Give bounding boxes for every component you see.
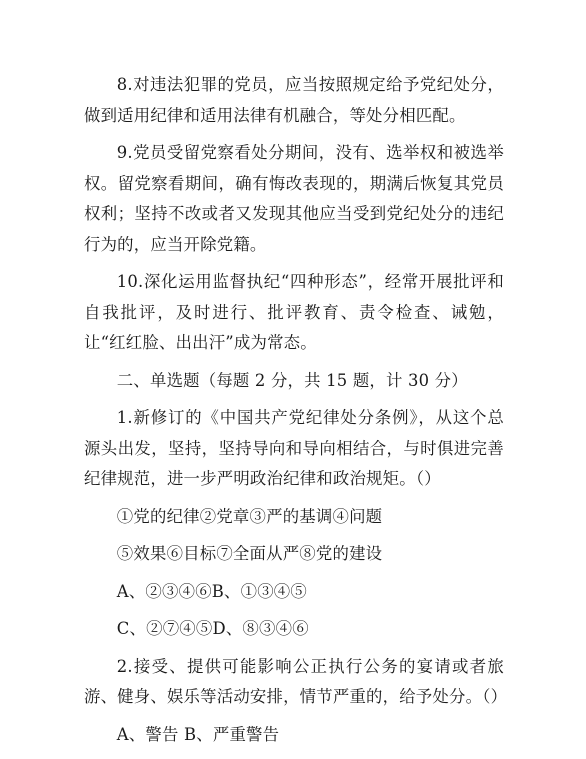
question-1-options-line-1: ①党的纪律②党章③严的基调④问题 xyxy=(116,506,383,526)
question-1: 1.新修订的《中国共产党纪律处分条例》，从这个总源头出发，坚持，坚持导向和导向相结合，与时俱进完善纪律规范，进一步严明政治纪律和政治规矩。（） xyxy=(84,408,504,488)
question-2: 2.接受、提供可能影响公正执行公务的宴请或者旅游、健身、娱乐等活动安排，情节严重的，给予处分。（） xyxy=(84,656,508,706)
document-body xyxy=(84,70,508,757)
paragraph-item-10: 10.深化运用监督执纪“四种形态”，经常开展批评和自我批评，及时进行、批评教育、责令检查、诫勉，让“红红脸、出出汗”成为常态。 xyxy=(84,272,504,352)
paragraph-item-8: 8.对违法犯罪的党员，应当按照规定给予党纪处分，做到适用纪律和适用法律有机融合，等处分相匹配。 xyxy=(84,75,504,125)
section-heading-single-choice: 二、单选题（每题 2 分，共 15 题，计 30 分） xyxy=(116,370,468,390)
question-2-choices-ab: A、警告 B、严重警告 xyxy=(116,724,280,744)
paragraph-item-9: 9.党员受留党察看处分期间，没有、选举权和被选举权。留党察看期间，确有悔改表现的，期满后恢复其党员权利；坚持不改或者又发现其他应当受到党纪处分的违纪行为的，应当开除党籍。 xyxy=(84,143,504,254)
question-1-choices-ab: A、②③④⑥B、①③④⑤ xyxy=(116,581,307,601)
question-1-choices-cd: C、②⑦④⑤D、⑧③④⑥ xyxy=(116,619,309,638)
question-1-options-line-2: ⑤效果⑥目标⑦全面从严⑧党的建设 xyxy=(116,544,383,563)
